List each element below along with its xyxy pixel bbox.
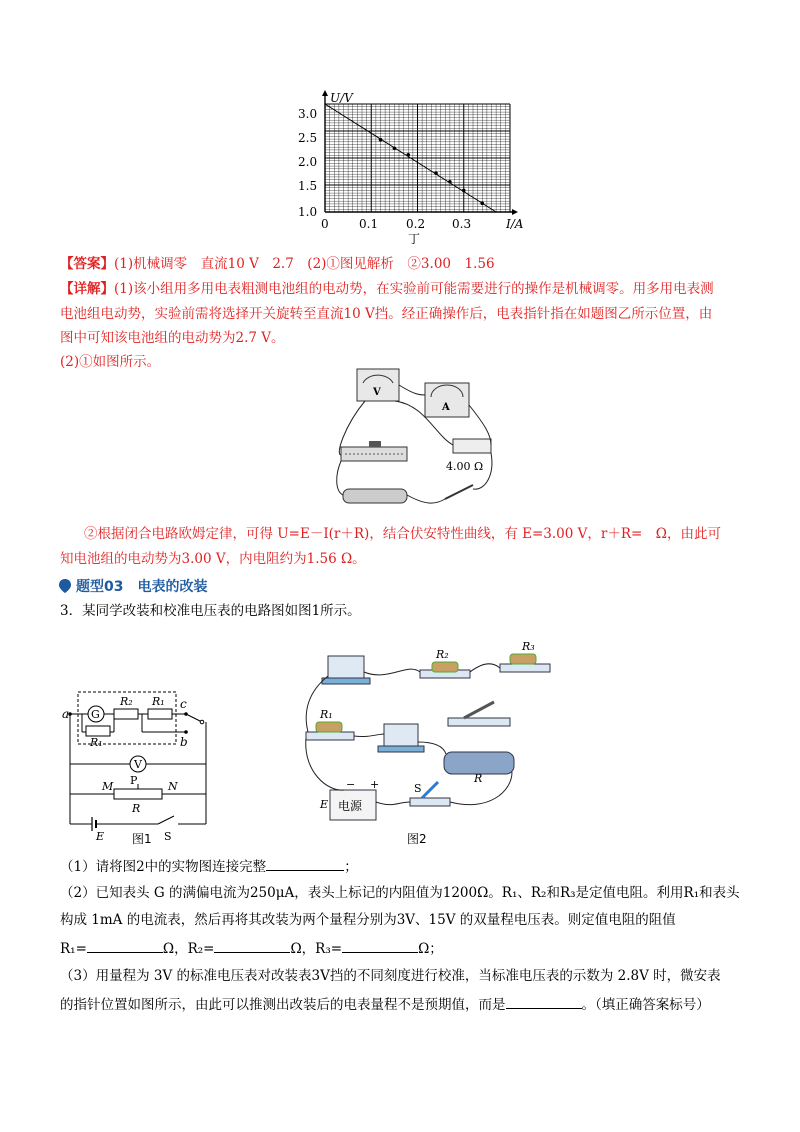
voltmeter-label: V bbox=[373, 387, 381, 398]
battery-pack bbox=[343, 489, 407, 503]
x-tick-label: 0 bbox=[321, 217, 329, 231]
q3-blank[interactable] bbox=[506, 994, 582, 1009]
answer-line bbox=[60, 254, 495, 274]
circuit-figure-2 bbox=[298, 642, 558, 822]
question3-part3-line1: （3）用量程为 3V 的标准电压表对改装表3V挡的不同刻度进行校准，当标准电压表的示数为 2.8V 时，微安表 bbox=[60, 968, 721, 984]
q1-end: ； bbox=[344, 859, 358, 875]
y-axis-label: U/V bbox=[330, 91, 353, 105]
question3-part2-line2: 构成 1mA 的电流表，然后再将其改装为两个量程分别为3V、15V 的双量程电压表。则定值电阻的阻值 bbox=[60, 912, 676, 928]
power-source-label: 电源 bbox=[338, 799, 363, 813]
answer-tag: 【答案】 bbox=[60, 256, 114, 272]
q2-r3-label: Ω，R₃= bbox=[290, 941, 343, 957]
location-pin-icon bbox=[58, 578, 72, 594]
x-axis-arrow bbox=[512, 209, 518, 215]
fig2-label-R1: R₁ bbox=[320, 708, 333, 721]
label-b: b bbox=[180, 735, 188, 749]
x-tick-label: 0.2 bbox=[406, 217, 426, 231]
question3-part1 bbox=[60, 856, 358, 877]
fig2-label-minus: − bbox=[346, 778, 356, 791]
detail-line-1 bbox=[60, 279, 714, 299]
label-S: S bbox=[164, 830, 172, 843]
board-S bbox=[410, 798, 450, 806]
label-R1-series: R₁ bbox=[152, 695, 165, 708]
microammeter bbox=[328, 656, 364, 680]
resistor-R3-photo bbox=[510, 654, 536, 664]
label-G: G bbox=[91, 708, 100, 721]
circuit-figure-1 bbox=[325, 365, 505, 515]
detail-text-1: (1)该小组用多用电表粗测电池组的电动势，在实验前可能需要进行的操作是机械调零。用多用电表测 bbox=[114, 281, 714, 297]
board-R3 bbox=[500, 664, 550, 672]
rheostat-R bbox=[114, 789, 162, 799]
data-point bbox=[406, 153, 410, 157]
detail-line-5: ②根据闭合电路欧姆定律，可得 U=E－I(r＋R)，结合伏安特性曲线，有 E=3.00 V，r＋R= Ω，由此可 bbox=[84, 526, 721, 542]
rheostat-slider bbox=[369, 441, 381, 447]
data-point bbox=[448, 180, 452, 184]
switch-S-photo bbox=[422, 782, 438, 798]
u-i-graph bbox=[290, 88, 540, 248]
y-tick-label: 2.5 bbox=[298, 131, 318, 145]
section-heading bbox=[58, 576, 207, 596]
graph-caption: 丁 bbox=[408, 232, 421, 246]
data-point bbox=[393, 146, 397, 150]
data-point bbox=[462, 189, 466, 193]
fig2-label-R2: R₂ bbox=[436, 648, 449, 661]
fixed-resistor bbox=[453, 439, 491, 453]
graph-grid bbox=[325, 104, 510, 212]
label-a: a bbox=[62, 707, 70, 721]
q2-r1-label: R₁= bbox=[60, 941, 87, 957]
q2-r2-label: Ω，R₂= bbox=[162, 941, 215, 957]
fig2-label-plus: + bbox=[370, 778, 380, 791]
q1-blank[interactable] bbox=[266, 856, 344, 871]
q2-r1-blank[interactable] bbox=[87, 938, 163, 953]
selector-switch bbox=[186, 714, 202, 722]
switch-S bbox=[158, 816, 174, 824]
knife-switch bbox=[464, 702, 494, 718]
section-title: 题型03 电表的改装 bbox=[76, 579, 208, 595]
q3-text: 的指针位置如图所示，由此可以推测出改装后的电表量程不是预期值，而是 bbox=[60, 997, 506, 1013]
label-E: E bbox=[96, 830, 105, 843]
x-tick-label: 0.1 bbox=[359, 217, 379, 231]
rheostat-photo bbox=[444, 752, 514, 774]
label-N: N bbox=[168, 780, 178, 793]
fig2-label-E: E bbox=[320, 798, 329, 811]
label-R: R bbox=[132, 802, 141, 815]
resistor-R2 bbox=[114, 709, 138, 719]
label-R1-shunt: R₁ bbox=[90, 736, 103, 749]
label-V: V bbox=[134, 758, 142, 771]
answer-text: (1)机械调零 直流10 V 2.7 (2)①图见解析 ②3.00 1.56 bbox=[114, 256, 495, 272]
ammeter-label: A bbox=[442, 402, 450, 413]
resistor-R1-series bbox=[148, 709, 172, 719]
detail-line-3: 图中可知该电池组的电动势为2.7 V。 bbox=[60, 330, 285, 346]
switch bbox=[445, 485, 473, 499]
fig1-caption: 图1 bbox=[132, 832, 152, 846]
data-point bbox=[379, 138, 383, 142]
label-R2: R₂ bbox=[120, 695, 133, 708]
q2-end: Ω； bbox=[418, 941, 443, 957]
y-tick-label: 1.5 bbox=[298, 179, 318, 193]
circuit-diagram-fig1 bbox=[62, 688, 222, 843]
label-M: M bbox=[102, 780, 114, 793]
board-R1 bbox=[306, 732, 354, 740]
x-axis-label: I/A bbox=[506, 217, 524, 231]
question3-part2-answers bbox=[60, 938, 443, 959]
y-tick-label: 2.0 bbox=[298, 155, 318, 169]
x-tick-label: 0.3 bbox=[452, 217, 472, 231]
y-tick-label: 1.0 bbox=[298, 205, 318, 219]
question3-part3-line2 bbox=[60, 994, 710, 1015]
detail-line-4: (2)①如图所示。 bbox=[60, 354, 161, 370]
fig2-label-R3: R₃ bbox=[522, 642, 535, 653]
resistor-R1-photo bbox=[316, 722, 342, 732]
fig2-caption: 图2 bbox=[407, 832, 427, 846]
resistor-R1-shunt bbox=[86, 726, 110, 736]
fig2-label-R: R bbox=[474, 772, 483, 785]
label-c: c bbox=[180, 697, 187, 711]
y-tick-label: 3.0 bbox=[298, 107, 318, 121]
detail-line-2: 电池组电动势，实验前需将选择开关旋转至直流10 V挡。经正确操作后，电表指针指在如题图乙所示位置，由 bbox=[60, 306, 713, 322]
q2-r3-blank[interactable] bbox=[342, 938, 418, 953]
question3-part2-line1: （2）已知表头 G 的满偏电流为250μA，表头上标记的内阻值为1200Ω。R₁、R₂和R₃是定值电阻。利用R₁和表头 bbox=[60, 885, 740, 901]
board-switch bbox=[448, 718, 510, 726]
resistor-value: 4.00 Ω bbox=[446, 460, 484, 473]
label-P: P bbox=[130, 774, 138, 787]
detail-line-6: 知电池组的电动势为3.00 V，内电阻约为1.56 Ω。 bbox=[60, 551, 366, 567]
y-axis-arrow bbox=[322, 90, 328, 96]
q2-r2-blank[interactable] bbox=[214, 938, 290, 953]
data-point bbox=[480, 202, 484, 206]
resistor-R2-photo bbox=[432, 662, 458, 672]
q1-text: （1）请将图2中的实物图连接完整 bbox=[60, 859, 267, 875]
q3-end: 。（填正确答案标号） bbox=[581, 997, 710, 1013]
fig2-label-S: S bbox=[414, 782, 422, 795]
data-point bbox=[434, 171, 438, 175]
standard-voltmeter bbox=[384, 724, 418, 748]
detail-tag: 【详解】 bbox=[60, 281, 114, 297]
question3-stem: 3．某同学改装和校准电压表的电路图如图1所示。 bbox=[60, 603, 361, 619]
terminal-b bbox=[184, 730, 188, 734]
